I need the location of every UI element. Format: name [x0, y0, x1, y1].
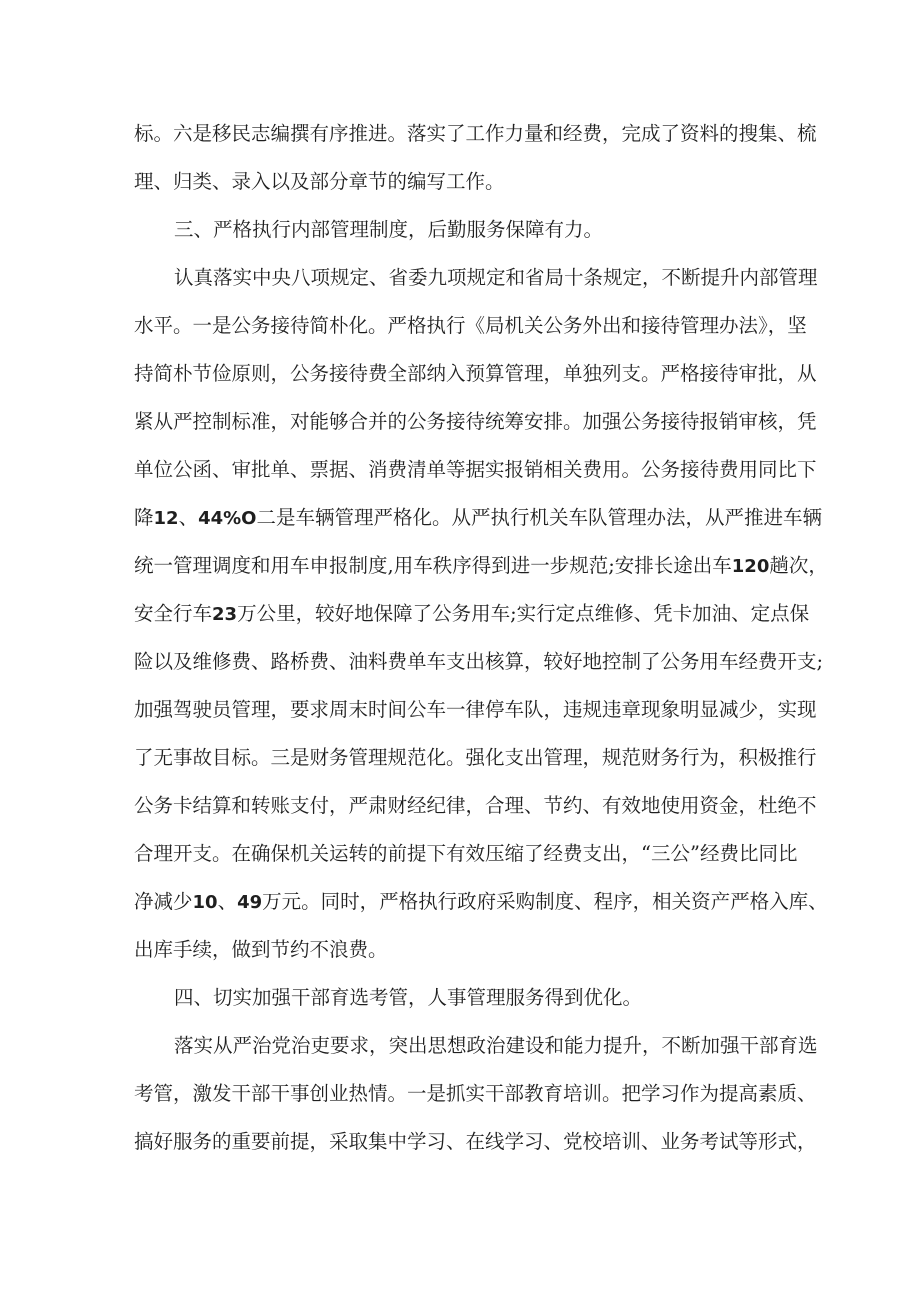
- text-line: 加强驾驶员管理，要求周末时间公车一律停车队，违规违章现象明显减少，实现: [134, 698, 817, 721]
- text-line: 紧从严控制标准，对能够合并的公务接待统筹安排。加强公务接待报销审核，凭: [134, 410, 817, 433]
- text-line: 搞好服务的重要前提，采取集中学习、在线学习、党校培训、业务考试等形式，: [134, 1130, 817, 1153]
- text-line: 统一管理调度和用车申报制度,用车秩序得到进一步规范;安排长途出车120趟次，: [134, 554, 828, 577]
- text-line: 出库手续，做到节约不浪费。: [134, 938, 388, 961]
- text-line: 合理开支。在确保机关运转的前提下有效压缩了经费支出，“三公”经费比同比: [134, 842, 798, 865]
- text-line: 标。六是移民志编撰有序推进。落实了工作力量和经费，完成了资料的搜集、梳: [134, 122, 817, 145]
- text-line: 持简朴节俭原则，公务接待费全部纳入预算管理，单独列支。严格接待审批，从: [134, 362, 817, 385]
- text-line: 考管，激发干部干事创业热情。一是抓实干部教育培训。把学习作为提高素质、: [134, 1082, 817, 1105]
- text-line: 落实从严治党治吏要求，突出思想政治建设和能力提升，不断加强干部育选: [174, 1034, 818, 1057]
- text-line: 险以及维修费、路桥费、油料费单车支出核算，较好地控制了公务用车经费开支;: [134, 650, 824, 673]
- text-line: 安全行车23万公里，较好地保障了公务用车;实行定点维修、凭卡加油、定点保: [134, 602, 810, 625]
- text-line: 水平。一是公务接待简朴化。严格执行《局机关公务外出和接待管理办法》，坚: [134, 314, 807, 337]
- section-heading: 四、切实加强干部育选考管，人事管理服务得到优化。: [174, 986, 643, 1009]
- section-heading: 三、严格执行内部管理制度，后勤服务保障有力。: [174, 218, 604, 241]
- text-line: 公务卡结算和转账支付，严肃财经纪律，合理、节约、有效地使用资金，杜绝不: [134, 794, 817, 817]
- text-line: 净减少10、49万元。同时，严格执行政府采购制度、程序，相关资产严格入库、: [134, 890, 828, 913]
- text-line: 了无事故目标。三是财务管理规范化。强化支出管理，规范财务行为，积极推行: [134, 746, 817, 769]
- text-line: 单位公函、审批单、票据、消费清单等据实报销相关费用。公务接待费用同比下: [134, 458, 817, 481]
- text-line: 认真落实中央八项规定、省委九项规定和省局十条规定，不断提升内部管理: [174, 266, 818, 289]
- text-line: 理、归类、录入以及部分章节的编写工作。: [134, 170, 505, 193]
- text-line: 降12、44%O二是车辆管理严格化。从严执行机关车队管理办法，从严推进车辆: [134, 506, 822, 529]
